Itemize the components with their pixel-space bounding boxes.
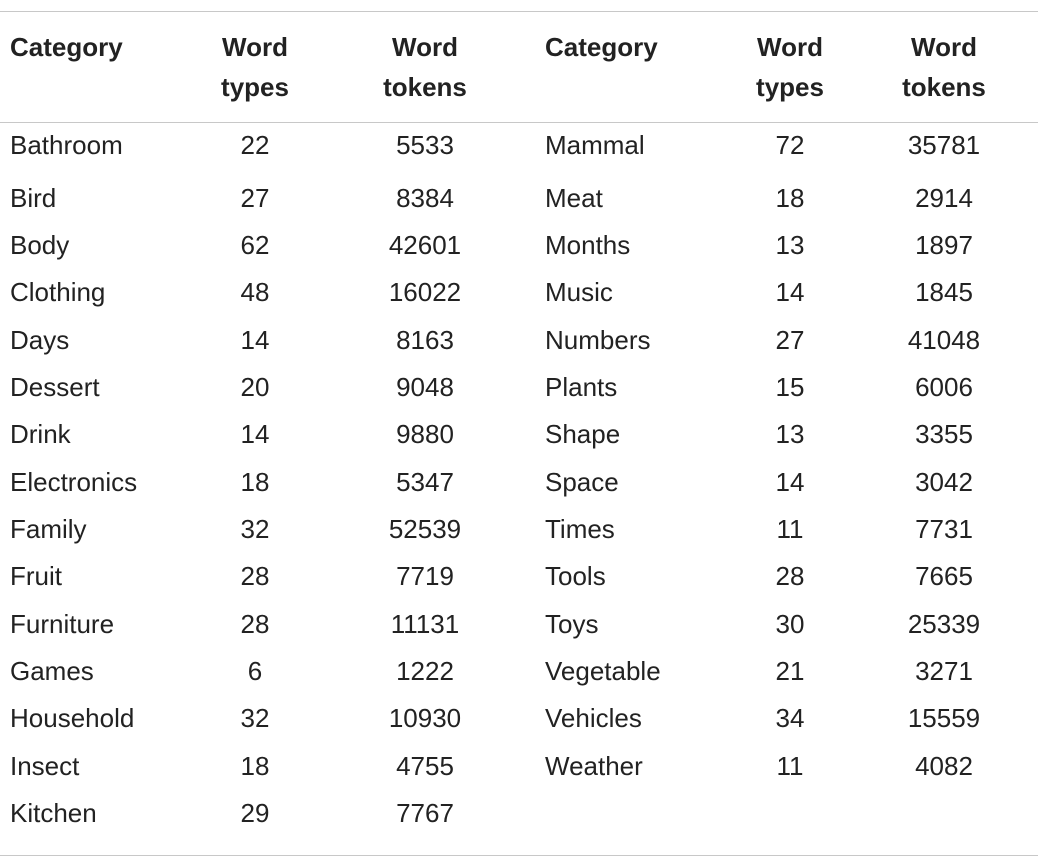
table-row (0, 411, 1038, 458)
category-cell: Clothing (10, 277, 106, 308)
header-word-tokens-left: Word tokens (383, 32, 467, 102)
word-types-cell: 34 (775, 703, 805, 734)
word-types-cell: 20 (240, 371, 270, 402)
word-tokens-cell: 16022 (388, 277, 462, 308)
word-types-cell: 14 (240, 419, 270, 450)
category-cell: Insect (10, 750, 80, 781)
category-cell: Toys (545, 608, 599, 639)
word-tokens-cell: 6006 (915, 371, 973, 402)
word-types-cell: 30 (775, 608, 805, 639)
word-types-cell: 18 (240, 750, 270, 781)
table-row (0, 316, 1038, 363)
word-types-cell: 18 (775, 182, 805, 213)
category-cell: Numbers (545, 324, 651, 355)
header-word-types-right: Word types (756, 32, 824, 102)
category-cell: Mammal (545, 130, 645, 161)
category-cell: Music (545, 277, 613, 308)
word-types-cell: 32 (240, 703, 270, 734)
word-types-cell: 18 (240, 466, 270, 497)
table-row (0, 648, 1038, 695)
table-row (0, 553, 1038, 600)
category-cell: Meat (545, 182, 603, 213)
table-row (0, 107, 1038, 174)
word-types-cell: 22 (240, 130, 270, 161)
word-types-cell: 21 (775, 655, 805, 686)
word-tokens-cell: 5533 (396, 130, 454, 161)
word-tokens-cell: 2914 (915, 182, 973, 213)
table-row (0, 458, 1038, 505)
word-types-cell (730, 790, 850, 837)
word-tokens-cell: 1222 (396, 655, 454, 686)
word-types-cell: 48 (240, 277, 270, 308)
word-types-cell: 13 (775, 419, 805, 450)
table-row (0, 790, 1038, 837)
word-types-cell: 29 (240, 797, 270, 828)
word-tokens-cell: 7719 (396, 561, 454, 592)
word-tokens-cell: 3355 (915, 419, 973, 450)
word-tokens-cell: 9880 (396, 419, 454, 450)
word-types-cell: 14 (240, 324, 270, 355)
category-cell: Games (10, 655, 94, 686)
word-types-cell: 72 (775, 130, 805, 161)
word-tokens-cell: 3042 (915, 466, 973, 497)
word-types-cell: 14 (775, 277, 805, 308)
word-tokens-cell: 1845 (915, 277, 973, 308)
category-cell: Vehicles (545, 703, 642, 734)
table-bottom-rule (0, 855, 1038, 856)
word-types-cell: 15 (775, 371, 805, 402)
category-cell: Household (10, 703, 135, 734)
category-cell: Electronics (10, 466, 138, 497)
table-row (0, 364, 1038, 411)
word-tokens-cell: 4755 (396, 750, 454, 781)
category-cell: Bathroom (10, 130, 123, 161)
table-row (0, 222, 1038, 269)
category-cell: Space (545, 466, 619, 497)
category-cell: Times (545, 513, 615, 544)
word-types-cell: 6 (247, 655, 263, 686)
table-row (0, 695, 1038, 742)
word-tokens-cell: 4082 (915, 750, 973, 781)
header-word-tokens-right: Word tokens (902, 32, 986, 102)
word-tokens-cell: 7665 (915, 561, 973, 592)
word-types-cell: 11 (776, 513, 804, 544)
word-tokens-cell: 10930 (388, 703, 462, 734)
word-tokens-cell: 41048 (907, 324, 981, 355)
category-cell: Bird (10, 182, 57, 213)
word-tokens-cell: 25339 (907, 608, 981, 639)
category-cell: Vegetable (545, 655, 661, 686)
word-tokens-cell: 5347 (396, 466, 454, 497)
category-cell: Furniture (10, 608, 115, 639)
table-header (0, 0, 1038, 107)
category-cell: Plants (545, 371, 618, 402)
word-types-cell: 27 (775, 324, 805, 355)
table-row (0, 600, 1038, 647)
table-body (0, 107, 1038, 837)
word-tokens-cell (850, 790, 1038, 837)
word-types-cell: 11 (776, 750, 804, 781)
word-types-cell: 14 (775, 466, 805, 497)
category-cell: Months (545, 229, 631, 260)
category-cell: Days (10, 324, 70, 355)
header-category-left: Category (10, 32, 123, 62)
header-word-types-left: Word types (221, 32, 289, 102)
word-tokens-cell: 9048 (396, 371, 454, 402)
category-cell: Fruit (10, 561, 62, 592)
category-cell: Dessert (10, 371, 100, 402)
word-tokens-cell: 15559 (907, 703, 981, 734)
word-types-cell: 32 (240, 513, 270, 544)
word-tokens-cell: 52539 (388, 513, 462, 544)
word-types-cell: 62 (240, 229, 270, 260)
word-tokens-cell: 35781 (907, 130, 981, 161)
word-tokens-cell: 7731 (915, 513, 973, 544)
category-cell: Family (10, 513, 87, 544)
word-types-cell: 27 (240, 182, 270, 213)
table-row (0, 174, 1038, 221)
word-tokens-cell: 42601 (388, 229, 462, 260)
category-cell: Weather (545, 750, 643, 781)
table-row (0, 506, 1038, 553)
word-types-cell: 28 (240, 561, 270, 592)
word-tokens-cell: 3271 (915, 655, 973, 686)
category-cell (535, 790, 730, 837)
word-tokens-cell: 8384 (396, 182, 454, 213)
word-tokens-cell: 8163 (396, 324, 454, 355)
word-types-cell: 28 (240, 608, 270, 639)
category-cell: Body (10, 229, 70, 260)
word-types-cell: 13 (775, 229, 805, 260)
word-types-cell: 28 (775, 561, 805, 592)
category-cell: Kitchen (10, 797, 97, 828)
word-tokens-cell: 1897 (915, 229, 973, 260)
header-category-right: Category (545, 32, 658, 62)
category-cell: Shape (545, 419, 621, 450)
category-cell: Tools (545, 561, 606, 592)
category-cell: Drink (10, 419, 71, 450)
table-row (0, 742, 1038, 789)
table-row (0, 269, 1038, 316)
word-tokens-cell: 7767 (396, 797, 454, 828)
word-tokens-cell: 11131 (390, 608, 460, 639)
